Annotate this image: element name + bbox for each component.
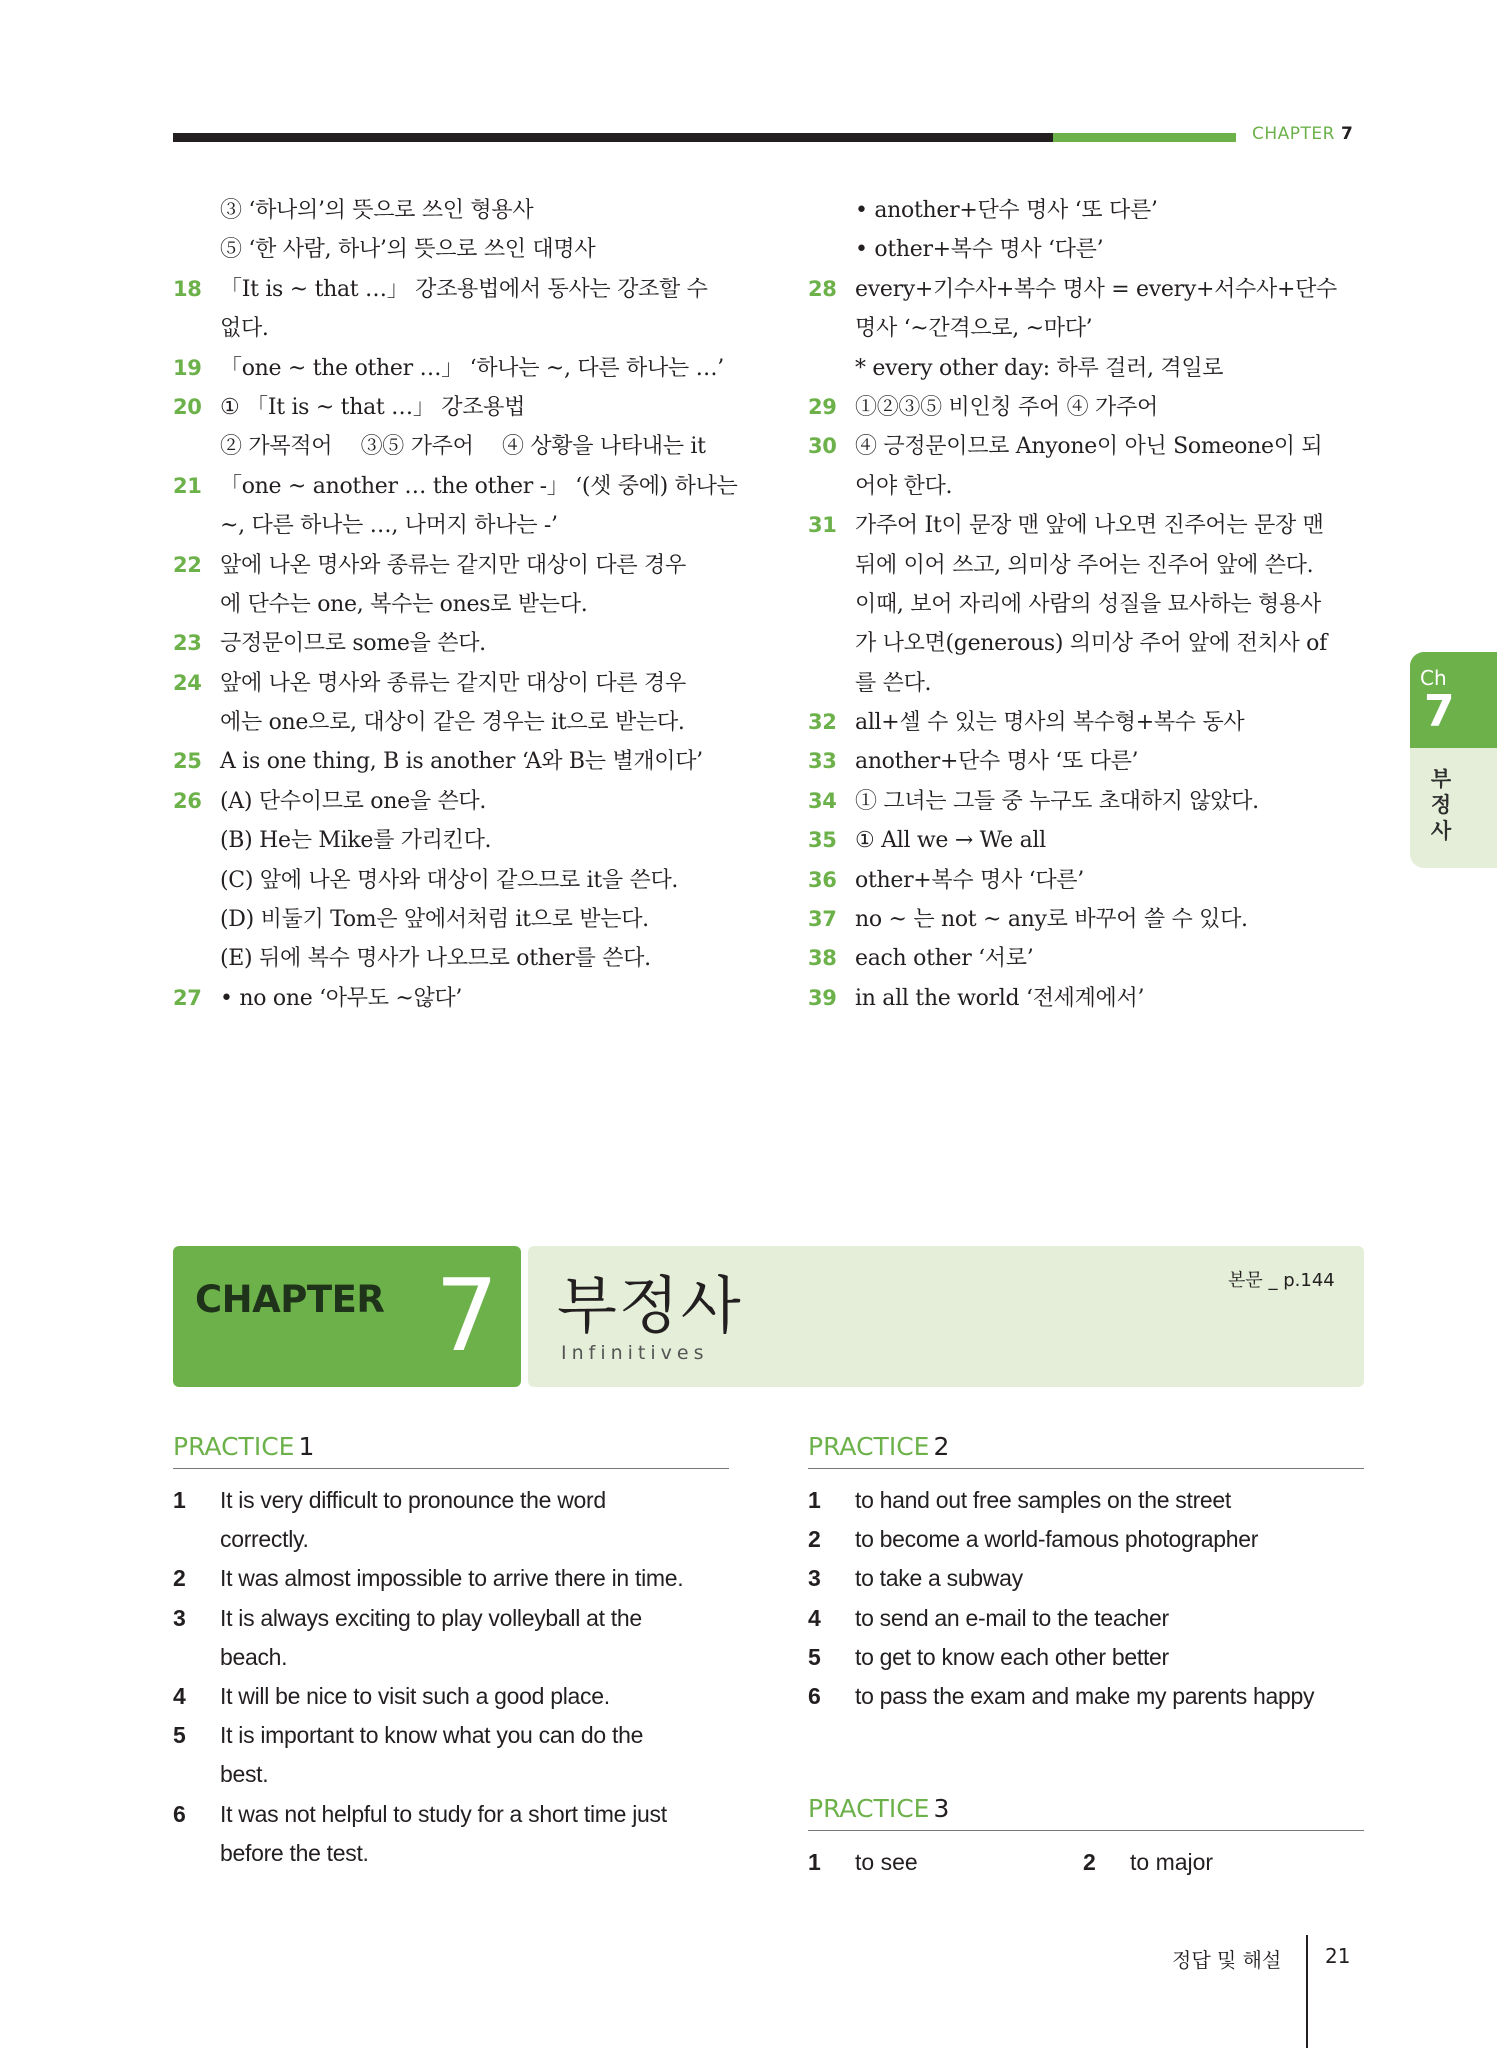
item-text: before the test.: [220, 1839, 369, 1866]
numbered-line: [173, 270, 733, 309]
item-text: 뒤에 이어 쓰고, 의미상 주어는 진주어 앞에 쓴다.: [855, 552, 1314, 578]
numbered-line: [808, 1677, 1364, 1716]
item-number: 6: [808, 1682, 821, 1709]
item-text: (A) 단수이므로 one을 쓴다.: [220, 788, 487, 814]
practice-1-list: [173, 1481, 729, 1873]
numbered-line: [808, 861, 1368, 900]
header-rule-dark: [173, 133, 1053, 142]
practice-number: 2: [933, 1432, 950, 1461]
item-number: 20: [173, 394, 202, 419]
numbered-line: [808, 1481, 1364, 1520]
continuation-line: [173, 861, 733, 900]
item-number: 4: [808, 1604, 821, 1631]
item-text: no ~ 는 not ~ any로 바꾸어 쓸 수 있다.: [855, 907, 1248, 933]
continuation-line: [808, 664, 1368, 703]
numbered-line: [173, 1599, 729, 1638]
item-number: 24: [173, 670, 202, 695]
running-header: [1252, 124, 1353, 144]
item-text: It was not helpful to study for a short time just: [220, 1800, 667, 1827]
item-text: to see: [855, 1849, 918, 1875]
continuation-line: [173, 506, 733, 545]
item-text: It will be nice to visit such a good place.: [220, 1682, 610, 1709]
item-text: * every other day: 하루 걸러, 격일로: [855, 355, 1224, 381]
item-text: 를 쓴다.: [855, 670, 932, 696]
practice-number: 3: [933, 1794, 950, 1823]
item-text: to take a subway: [855, 1565, 1023, 1592]
continuation-line: [173, 703, 733, 742]
continuation-line: [173, 900, 733, 939]
practice-1-heading: [173, 1426, 729, 1469]
item-text: ① 「It is ~ that …」 강조용법: [220, 394, 526, 420]
numbered-line: [173, 388, 733, 427]
numbered-line: [173, 742, 733, 781]
item-text: 앞에 나온 명사와 종류는 같지만 대상이 다른 경우: [220, 552, 686, 578]
item-number: 29: [808, 394, 837, 419]
continuation-line: [808, 309, 1368, 348]
item-number: 38: [808, 946, 837, 971]
item-number: 4: [173, 1682, 186, 1709]
continuation-line: [173, 1834, 729, 1873]
item-text: It is important to know what you can do the: [220, 1722, 644, 1749]
item-text: • no one ‘아무도 ~않다’: [220, 985, 463, 1011]
running-header-number: 7: [1340, 124, 1354, 144]
item-text: (D) 비둘기 Tom은 앞에서처럼 it으로 받는다.: [220, 907, 649, 933]
item-number: 1: [173, 1487, 186, 1513]
numbered-line: [808, 939, 1368, 978]
item-text: every+기수사+복수 명사 = every+서수사+단수: [855, 276, 1337, 302]
continuation-line: [808, 624, 1368, 663]
item-text: to major: [1130, 1849, 1214, 1875]
item-text: (E) 뒤에 복수 명사가 나오므로 other를 쓴다.: [220, 946, 651, 972]
chapter-banner-number: 7: [435, 1257, 499, 1374]
practice-3-section: [808, 1788, 1364, 1882]
item-text: 앞에 나온 명사와 종류는 같지만 대상이 다른 경우: [220, 670, 686, 696]
practice-1-section: [173, 1426, 729, 1873]
numbered-line: [808, 979, 1368, 1018]
chapter-title-box: [528, 1246, 1364, 1387]
item-number: 3: [173, 1604, 186, 1631]
numbered-line: [173, 349, 733, 388]
numbered-line: [808, 1638, 1364, 1677]
continuation-line: [808, 191, 1368, 230]
item-text: correctly.: [220, 1526, 309, 1553]
item-number: 3: [808, 1565, 821, 1592]
continuation-line: [808, 546, 1368, 585]
numbered-line: [808, 270, 1368, 309]
list-item: [808, 1843, 1364, 1882]
chapter-subtitle: Infinitives: [561, 1342, 709, 1364]
page-reference: 본문 _ p.144: [1228, 1270, 1335, 1291]
practice-2-section: [808, 1426, 1364, 1716]
item-number: 19: [173, 355, 202, 380]
numbered-line: [173, 1716, 729, 1755]
item-number: 2: [173, 1565, 186, 1592]
item-number: 32: [808, 710, 837, 735]
item-text: • other+복수 명사 ‘다른’: [855, 237, 1104, 263]
item-text: all+셀 수 있는 명사의 복수형+복수 동사: [855, 710, 1245, 736]
side-tab-char: 사: [1430, 819, 1452, 843]
item-text: other+복수 명사 ‘다른’: [855, 867, 1084, 893]
item-text: 「It is ~ that …」 강조용법에서 동사는 강조할 수: [220, 276, 708, 302]
item-number: 22: [173, 552, 202, 577]
item-text: 에 단수는 one, 복수는 ones로 받는다.: [220, 591, 588, 617]
item-text: to pass the exam and make my parents happy: [855, 1682, 1315, 1709]
item-text: ~, 다른 하나는 …, 나머지 하나는 -’: [220, 513, 558, 539]
continuation-line: [173, 230, 733, 269]
item-text: A is one thing, B is another ‘A와 B는 별개이다’: [220, 749, 703, 775]
item-number: 1: [808, 1487, 821, 1513]
item-number: 27: [173, 985, 202, 1010]
item-number: 35: [808, 828, 837, 853]
page-number: 21: [1325, 1944, 1351, 1968]
numbered-line: [808, 427, 1368, 466]
item-number: 18: [173, 276, 202, 301]
item-text: ①②③⑤ 비인칭 주어 ④ 가주어: [855, 394, 1158, 420]
item-number: 31: [808, 513, 837, 538]
answers-right-column: [808, 191, 1368, 1018]
item-text: to send an e-mail to the teacher: [855, 1604, 1169, 1631]
chapter-side-tab[interactable]: [1410, 652, 1497, 868]
item-text: (C) 앞에 나온 명사와 대상이 같으므로 it을 쓴다.: [220, 867, 679, 893]
item-text: 어야 한다.: [855, 473, 953, 499]
item-number: 1: [808, 1849, 821, 1875]
item-text: to hand out free samples on the street: [855, 1487, 1232, 1513]
running-header-label: CHAPTER: [1252, 124, 1335, 144]
item-number: 25: [173, 749, 202, 774]
item-text: 긍정문이므로 some을 쓴다.: [220, 631, 486, 657]
numbered-line: [173, 624, 733, 663]
item-number: 23: [173, 631, 202, 656]
numbered-line: [808, 742, 1368, 781]
numbered-line: [808, 506, 1368, 545]
item-text: (B) He는 Mike를 가리킨다.: [220, 828, 492, 854]
practice-3-heading: [808, 1788, 1364, 1831]
item-text: 「one ~ another … the other -」 ‘(셋 중에) 하나는: [220, 473, 738, 499]
numbered-line: [808, 1599, 1364, 1638]
item-number: 2: [1083, 1849, 1096, 1875]
continuation-line: [808, 230, 1368, 269]
item-text: ⑤ ‘한 사람, 하나’의 뜻으로 쓰인 대명사: [220, 237, 596, 263]
continuation-line: [173, 1755, 729, 1794]
numbered-line: [173, 1559, 729, 1598]
header-rule-accent: [1053, 133, 1236, 142]
numbered-line: [173, 782, 733, 821]
item-number: 36: [808, 867, 837, 892]
continuation-line: [173, 427, 733, 466]
answers-left-column: [173, 191, 738, 1018]
item-text: 가주어 It이 문장 맨 앞에 나오면 진주어는 문장 맨: [855, 513, 1324, 539]
practice-label: PRACTICE: [173, 1432, 295, 1461]
practice-3-list: [808, 1843, 1364, 1882]
practice-label: PRACTICE: [808, 1794, 930, 1823]
item-number: 5: [173, 1722, 186, 1749]
practice-number: 1: [298, 1432, 315, 1461]
continuation-line: [173, 1638, 729, 1677]
item-text: 에는 one으로, 대상이 같은 경우는 it으로 받는다.: [220, 710, 685, 736]
item-text: 가 나오면(generous) 의미상 주어 앞에 전치사 of: [855, 631, 1327, 657]
numbered-line: [173, 546, 733, 585]
item-text: to get to know each other better: [855, 1643, 1169, 1670]
side-tab-ch: Ch: [1420, 666, 1447, 690]
item-text: 명사 ‘~간격으로, ~마다’: [855, 316, 1093, 342]
continuation-line: [808, 349, 1368, 388]
item-text: best.: [220, 1761, 269, 1788]
practice-label: PRACTICE: [808, 1432, 930, 1461]
item-number: 28: [808, 276, 837, 301]
numbered-line: [173, 1795, 729, 1834]
continuation-line: [173, 191, 733, 230]
continuation-line: [173, 939, 733, 978]
numbered-line: [808, 388, 1368, 427]
continuation-line: [173, 309, 733, 348]
item-text: beach.: [220, 1643, 288, 1670]
item-number: 34: [808, 788, 837, 813]
continuation-line: [173, 1520, 729, 1559]
item-text: • another+단수 명사 ‘또 다른’: [855, 198, 1158, 223]
numbered-line: [808, 900, 1368, 939]
side-tab-number: 7: [1424, 686, 1455, 737]
item-text: ② 가목적어 ③⑤ 가주어 ④ 상황을 나타내는 it: [220, 434, 706, 460]
item-number: 26: [173, 788, 202, 813]
chapter-banner-label: CHAPTER: [195, 1278, 385, 1321]
continuation-line: [173, 585, 733, 624]
item-text: It is always exciting to play volleyball at the: [220, 1604, 642, 1631]
item-number: 30: [808, 434, 837, 459]
continuation-line: [808, 467, 1368, 506]
item-text: to become a world-famous photographer: [855, 1526, 1259, 1553]
chapter-title: 부정사: [557, 1269, 743, 1342]
item-text: each other ‘서로’: [855, 946, 1034, 972]
item-number: 21: [173, 473, 202, 498]
item-number: 37: [808, 907, 837, 932]
numbered-line: [173, 664, 733, 703]
item-text: 「one ~ the other …」 ‘하나는 ~, 다른 하나는 …’: [220, 355, 724, 381]
footer-divider: [1306, 1935, 1308, 2048]
item-text: ① All we → We all: [855, 828, 1046, 854]
numbered-line: [173, 979, 733, 1018]
numbered-line: [808, 1559, 1364, 1598]
item-text: 이때, 보어 자리에 사람의 성질을 묘사하는 형용사: [855, 591, 1321, 617]
item-number: 2: [808, 1526, 821, 1553]
numbered-line: [173, 1677, 729, 1716]
side-tab-char: 정: [1430, 793, 1452, 817]
item-number: 39: [808, 985, 837, 1010]
item-text: It was almost impossible to arrive there in time.: [220, 1565, 684, 1592]
numbered-line: [808, 821, 1368, 860]
item-text: ④ 긍정문이므로 Anyone이 아닌 Someone이 되: [855, 434, 1323, 460]
item-text: 없다.: [220, 316, 269, 342]
footer-label: 정답 및 해설: [1172, 1948, 1282, 1972]
numbered-line: [173, 1481, 729, 1520]
item-text: in all the world ‘전세계에서’: [855, 985, 1145, 1011]
continuation-line: [173, 821, 733, 860]
practice-2-heading: [808, 1426, 1364, 1469]
numbered-line: [173, 467, 738, 506]
item-text: It is very difficult to pronounce the word: [220, 1487, 606, 1513]
continuation-line: [808, 585, 1368, 624]
numbered-line: [808, 782, 1368, 821]
numbered-line: [808, 1520, 1364, 1559]
practice-2-list: [808, 1481, 1364, 1716]
item-number: 5: [808, 1643, 821, 1670]
chapter-banner: [173, 1246, 521, 1387]
numbered-line: [808, 703, 1368, 742]
side-tab-char: 부: [1430, 767, 1452, 791]
item-number: 6: [173, 1800, 186, 1827]
item-text: ① 그녀는 그들 중 누구도 초대하지 않았다.: [855, 788, 1259, 814]
item-text: another+단수 명사 ‘또 다른’: [855, 749, 1139, 775]
side-tab-label: [1410, 766, 1472, 844]
item-number: 33: [808, 749, 837, 774]
item-text: ③ ‘하나의’의 뜻으로 쓰인 형용사: [220, 198, 534, 223]
